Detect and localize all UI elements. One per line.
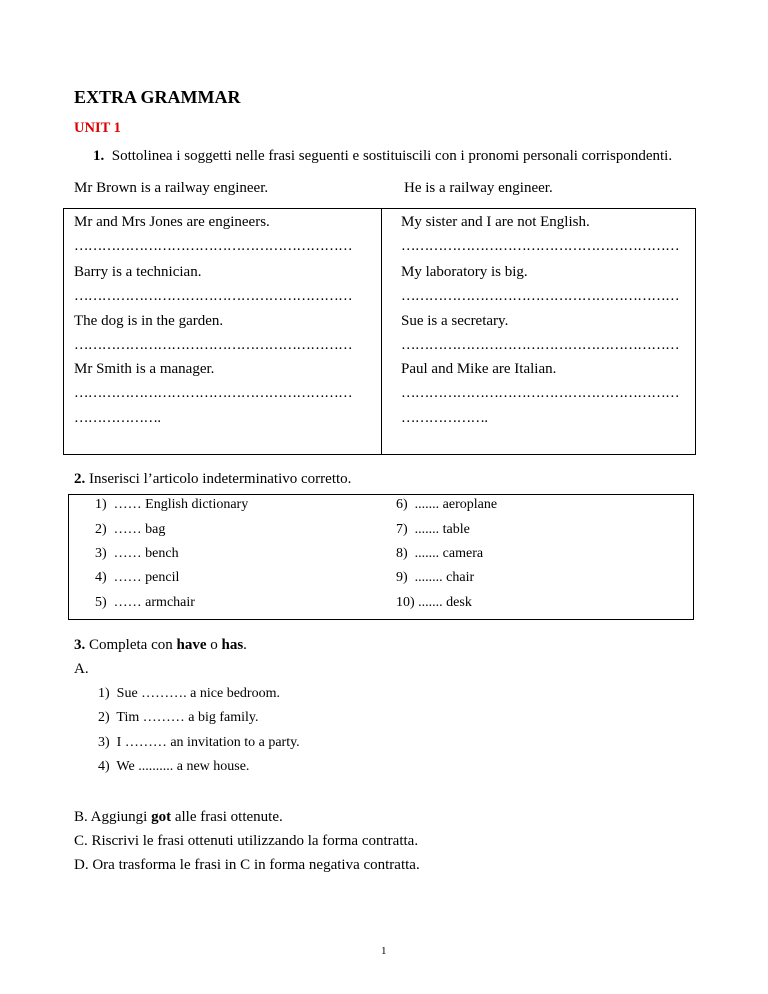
ex2-instruction — [74, 471, 351, 488]
answer-line[interactable]: …………………………………………………… — [401, 385, 680, 401]
item-text[interactable]: I ……… an invitation to a party. — [116, 735, 300, 750]
item-number: 6) — [396, 497, 408, 512]
ex1-right-sentence: Paul and Mike are Italian. — [401, 361, 557, 377]
item-text[interactable]: …… armchair — [113, 595, 195, 610]
page-number: 1 — [381, 945, 387, 957]
ex2-item — [95, 522, 165, 538]
ex2-item — [95, 595, 195, 611]
ex1-instruction-text: Sottolinea i soggetti nelle frasi seguenti e sostituiscili con i pronomi personali corrispondenti. — [111, 148, 673, 164]
ex1-right-sentence: My sister and I are not English. — [401, 214, 590, 230]
item-text[interactable]: …… pencil — [113, 570, 180, 585]
ex2-item — [95, 497, 248, 513]
item-text[interactable]: ....... desk — [418, 595, 472, 610]
ex3-item — [98, 759, 249, 775]
answer-line[interactable]: …………………………………………………… — [401, 337, 680, 353]
ex3-or: o — [210, 637, 218, 653]
item-number: 4) — [95, 570, 107, 585]
item-text[interactable]: Sue ………. a nice bedroom. — [116, 686, 280, 701]
answer-line[interactable]: …………………………………………………… — [401, 238, 680, 254]
item-number: 1) — [95, 497, 107, 512]
ex3-instruction — [74, 637, 247, 654]
answer-line[interactable]: …………………………………………………… — [74, 385, 353, 401]
ex1-table-divider — [381, 209, 382, 454]
ex1-instruction — [93, 148, 672, 165]
ex2-number: 2. — [74, 471, 86, 487]
ex3-instruction-text: Completa con — [89, 637, 173, 653]
item-number: 7) — [396, 522, 408, 537]
ex1-left-sentence: Mr and Mrs Jones are engineers. — [74, 214, 270, 230]
unit-heading: UNIT 1 — [74, 120, 121, 136]
answer-line[interactable]: …………………………………………………… — [74, 288, 353, 304]
section-b-text: B. Aggiungi — [74, 809, 148, 825]
item-number: 9) — [396, 570, 408, 585]
ex1-left-sentence: Barry is a technician. — [74, 264, 202, 280]
answer-line[interactable]: …………………………………………………… — [74, 238, 353, 254]
keyword-got: got — [151, 809, 172, 825]
ex2-item — [396, 570, 474, 586]
ex3-item — [98, 735, 300, 751]
ex3-section-b — [74, 809, 283, 826]
item-text[interactable]: …… English dictionary — [113, 497, 249, 512]
ex2-item — [396, 546, 483, 562]
item-number: 3) — [98, 735, 110, 750]
ex2-instruction-text: Inserisci l’articolo indeterminativo corretto. — [89, 471, 352, 487]
keyword-has: has — [221, 637, 244, 653]
item-number: 3) — [95, 546, 107, 561]
ex1-example-answer: He is a railway engineer. — [404, 180, 553, 196]
item-text[interactable]: ....... camera — [414, 546, 484, 561]
ex1-example-sentence: Mr Brown is a railway engineer. — [74, 180, 269, 196]
item-number: 1) — [98, 686, 110, 701]
ex2-item — [95, 570, 179, 586]
item-text[interactable]: …… bench — [113, 546, 179, 561]
ex3-period: . — [243, 637, 247, 653]
item-text[interactable]: ....... table — [414, 522, 470, 537]
item-number: 8) — [396, 546, 408, 561]
answer-line[interactable]: …………………………………………………… — [74, 337, 353, 353]
item-text[interactable]: Tim ……… a big family. — [116, 710, 259, 725]
item-number: 2) — [95, 522, 107, 537]
item-text[interactable]: ....... aeroplane — [414, 497, 498, 512]
answer-line[interactable]: …………………………………………………… — [401, 288, 680, 304]
item-text[interactable]: We .......... a new house. — [116, 759, 250, 774]
ex2-item — [396, 522, 470, 538]
ex3-item — [98, 710, 259, 726]
ex1-left-sentence: Mr Smith is a manager. — [74, 361, 215, 377]
keyword-have: have — [176, 637, 207, 653]
ex2-item — [396, 595, 472, 611]
ex2-item — [95, 546, 179, 562]
answer-line-short[interactable]: ………………. — [401, 410, 488, 426]
ex1-right-sentence: Sue is a secretary. — [401, 313, 509, 329]
ex3-item — [98, 686, 280, 702]
ex1-number: 1. — [93, 148, 105, 164]
ex2-item — [396, 497, 497, 513]
ex1-right-sentence: My laboratory is big. — [401, 264, 528, 280]
ex3-number: 3. — [74, 637, 86, 653]
item-number: 5) — [95, 595, 107, 610]
item-number: 10) — [396, 595, 415, 610]
item-number: 4) — [98, 759, 110, 774]
section-b-text-end: alle frasi ottenute. — [174, 809, 283, 825]
item-text[interactable]: ........ chair — [414, 570, 475, 585]
page-title: EXTRA GRAMMAR — [74, 87, 241, 107]
ex3-section-a: A. — [74, 661, 89, 677]
item-text[interactable]: …… bag — [113, 522, 166, 537]
answer-line-short[interactable]: ………………. — [74, 410, 161, 426]
ex1-left-sentence: The dog is in the garden. — [74, 313, 224, 329]
ex3-section-d: D. Ora trasforma le frasi in C in forma negativa contratta. — [74, 857, 420, 873]
ex3-section-c: C. Riscrivi le frasi ottenuti utilizzando la forma contratta. — [74, 833, 419, 849]
item-number: 2) — [98, 710, 110, 725]
